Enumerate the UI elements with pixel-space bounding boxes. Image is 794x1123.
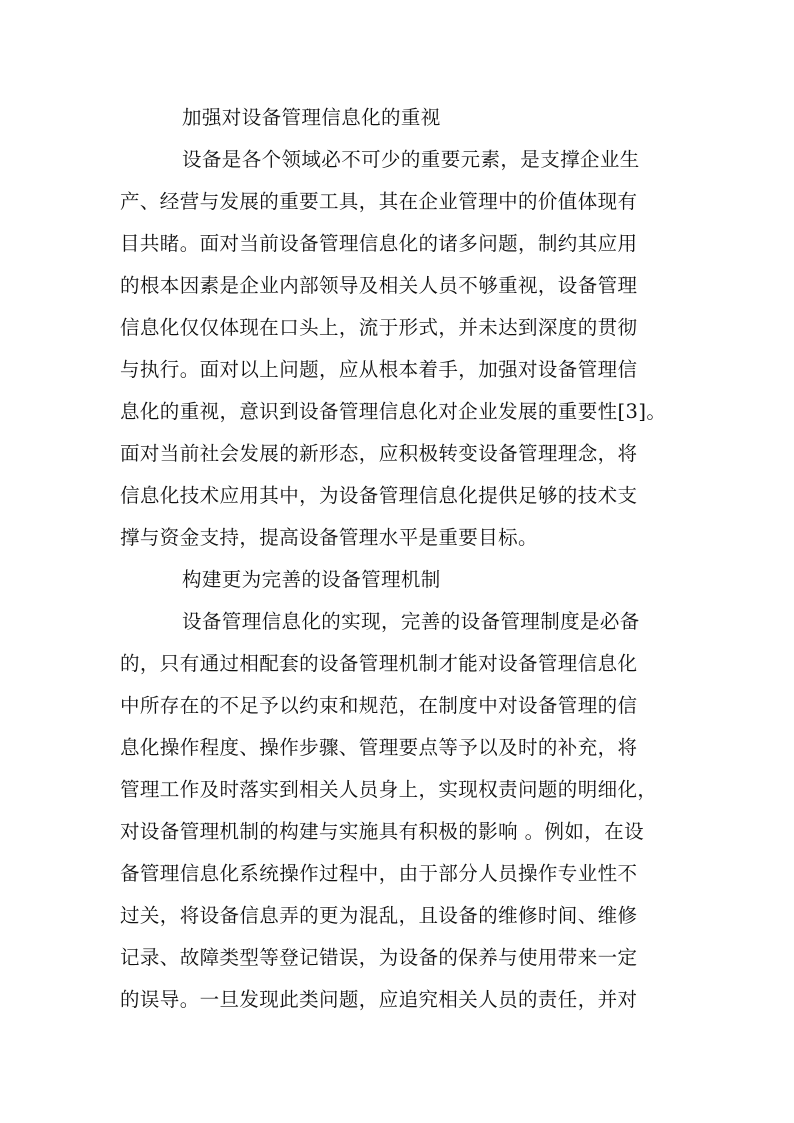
paragraph-line: 记录、故障类型等登记错误，为设备的保养与使用带来一定 (120, 946, 638, 969)
paragraph-line: 目共睹。面对当前设备管理信息化的诸多问题，制约其应用 (120, 232, 638, 255)
paragraph-line: 对设备管理机制的构建与实施具有积极的影响 。例如，在设 (120, 820, 644, 843)
paragraph-line: 信息化技术应用其中，为设备管理信息化提供足够的技术支 (120, 484, 638, 507)
paragraph-line: 的，只有通过相配套的设备管理机制才能对设备管理信息化 (120, 652, 638, 675)
paragraph-line: 信息化仅仅体现在口头上，流于形式，并未达到深度的贯彻 (120, 316, 638, 339)
paragraph-line: 的误导。一旦发现此类问题，应追究相关人员的责任，并对 (120, 988, 638, 1011)
paragraph-line: 息化的重视，意识到设备管理信息化对企业发展的重要性[3]。 (120, 400, 667, 423)
paragraph-line: 息化操作程度、操作步骤、管理要点等予以及时的补充，将 (120, 736, 638, 759)
paragraph-line: 与执行。面对以上问题，应从根本着手，加强对设备管理信 (120, 358, 638, 381)
paragraph-line: 撑与资金支持，提高设备管理水平是重要目标。 (120, 526, 538, 549)
paragraph-line: 过关，将设备信息弄的更为混乱，且设备的维修时间、维修 (120, 904, 638, 927)
paragraph-line: 管理工作及时落实到相关人员身上，实现权责问题的明细化， (120, 778, 658, 801)
section-heading: 构建更为完善的设备管理机制 (182, 568, 441, 591)
paragraph-line: 设备是各个领域必不可少的重要元素，是支撑企业生 (182, 148, 640, 171)
paragraph-line: 设备管理信息化的实现，完善的设备管理制度是必备 (182, 610, 640, 633)
paragraph-line: 面对当前社会发展的新形态，应积极转变设备管理理念，将 (120, 442, 638, 465)
section-heading: 加强对设备管理信息化的重视 (182, 106, 441, 129)
paragraph-line: 的根本因素是企业内部领导及相关人员不够重视，设备管理 (120, 274, 638, 297)
paragraph-line: 备管理信息化系统操作过程中，由于部分人员操作专业性不 (120, 862, 638, 885)
paragraph-line: 产、经营与发展的重要工具，其在企业管理中的价值体现有 (120, 190, 638, 213)
paragraph-line: 中所存在的不足予以约束和规范，在制度中对设备管理的信 (120, 694, 638, 717)
